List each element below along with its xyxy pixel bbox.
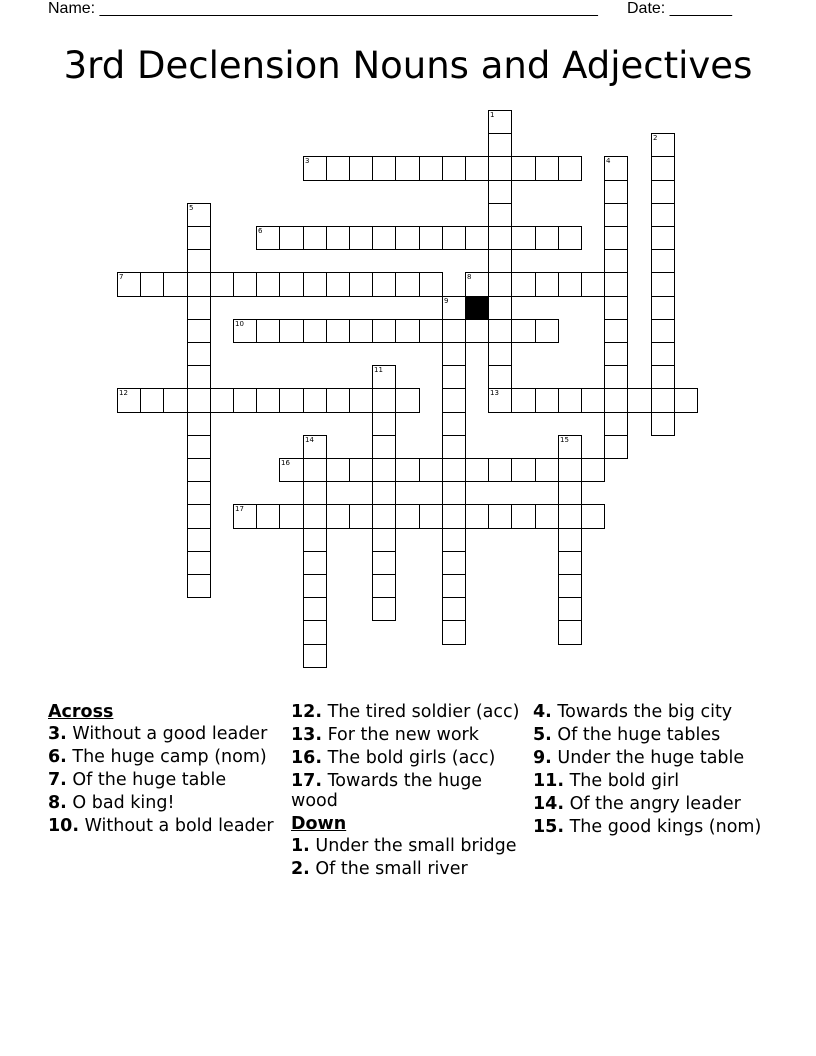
grid-cell[interactable]	[163, 388, 188, 413]
grid-cell[interactable]	[372, 272, 396, 297]
grid-cell[interactable]	[349, 458, 373, 482]
grid-cell[interactable]	[604, 249, 628, 273]
grid-cell[interactable]	[488, 458, 512, 482]
grid-cell[interactable]	[303, 272, 327, 297]
grid-cell[interactable]	[256, 319, 280, 343]
grid-cell[interactable]	[442, 528, 466, 552]
grid-cell[interactable]	[187, 528, 211, 552]
grid-cell[interactable]	[651, 156, 675, 181]
clue-text: Of the huge table	[72, 770, 227, 790]
grid-cell[interactable]	[488, 226, 512, 250]
grid-cell[interactable]	[303, 388, 327, 413]
grid-cell[interactable]	[651, 388, 675, 413]
grid-cell[interactable]	[651, 180, 675, 204]
grid-cell[interactable]	[511, 272, 536, 297]
grid-cell[interactable]	[419, 319, 443, 343]
grid-cell[interactable]	[372, 481, 396, 505]
clue-item	[48, 724, 280, 744]
grid-cell[interactable]	[395, 272, 420, 297]
grid-cell[interactable]	[465, 458, 489, 482]
grid-cell[interactable]	[419, 504, 443, 529]
grid-cell[interactable]	[395, 458, 420, 482]
grid-cell[interactable]	[558, 504, 582, 529]
grid-cell[interactable]	[256, 388, 280, 413]
grid-cell[interactable]	[372, 319, 396, 343]
grid-cell[interactable]	[535, 458, 559, 482]
clue-number-label: 16	[281, 459, 290, 467]
clue-number-label: 12	[119, 389, 128, 397]
grid-cell[interactable]	[349, 272, 373, 297]
clue-text: O bad king!	[72, 793, 175, 813]
grid-cell[interactable]	[442, 574, 466, 598]
grid-cell[interactable]	[279, 272, 304, 297]
grid-cell[interactable]	[511, 504, 536, 529]
grid-cell[interactable]	[372, 435, 396, 459]
grid-cell[interactable]	[511, 226, 536, 250]
grid-cell[interactable]	[349, 226, 373, 250]
clue-number-label: 2	[653, 134, 658, 142]
grid-cell[interactable]	[488, 180, 512, 204]
grid-cell[interactable]	[604, 226, 628, 250]
grid-cell[interactable]	[372, 504, 396, 529]
grid-cell[interactable]	[651, 296, 675, 320]
grid-cell[interactable]	[442, 412, 466, 436]
grid-cell[interactable]	[535, 319, 559, 343]
grid-cell[interactable]	[303, 226, 327, 250]
grid-cell[interactable]	[651, 226, 675, 250]
clue-item	[48, 793, 280, 813]
clue-text: Of the huge tables	[557, 725, 721, 745]
page-title: 3rd Declension Nouns and Adjectives	[63, 44, 753, 87]
clue-number: 6.	[48, 747, 67, 767]
clue-number-label: 9	[444, 297, 449, 305]
grid-cell[interactable]	[303, 574, 327, 598]
clue-text: Of the angry leader	[569, 794, 741, 814]
grid-cell[interactable]	[511, 388, 536, 413]
grid-cell[interactable]	[303, 319, 327, 343]
grid-cell[interactable]	[187, 412, 211, 436]
clue-text: Towards the big city	[557, 702, 733, 722]
grid-cell[interactable]	[558, 272, 582, 297]
clue-item	[48, 747, 280, 767]
grid-cell[interactable]	[581, 388, 605, 413]
grid-cell[interactable]	[558, 528, 582, 552]
grid-cell[interactable]	[395, 504, 420, 529]
grid-cell[interactable]	[581, 504, 605, 529]
grid-cell[interactable]	[442, 620, 466, 645]
clue-text: The bold girl	[569, 771, 680, 791]
grid-cell[interactable]	[604, 296, 628, 320]
grid-cell[interactable]	[651, 365, 675, 389]
grid-cell[interactable]	[303, 504, 327, 529]
clue-number: 4.	[533, 702, 552, 722]
grid-cell[interactable]	[303, 458, 327, 482]
grid-cell[interactable]	[604, 319, 628, 343]
clue-number-label: 5	[189, 204, 194, 212]
clue-item	[291, 702, 523, 722]
grid-black-cell	[465, 296, 489, 320]
grid-cell[interactable]	[372, 156, 396, 181]
grid-cell[interactable]	[372, 226, 396, 250]
grid-cell[interactable]	[488, 504, 512, 529]
grid-cell[interactable]	[604, 365, 628, 389]
clue-number-label: 15	[560, 436, 569, 444]
grid-cell[interactable]	[558, 597, 582, 621]
grid-cell[interactable]	[465, 319, 489, 343]
grid-cell[interactable]	[187, 481, 211, 505]
grid-cell[interactable]	[488, 133, 512, 157]
grid-cell[interactable]	[627, 388, 652, 413]
grid-cell[interactable]	[651, 249, 675, 273]
clue-number: 10.	[48, 816, 80, 836]
grid-cell[interactable]	[558, 156, 582, 181]
grid-cell[interactable]	[442, 319, 466, 343]
grid-cell[interactable]	[233, 272, 257, 297]
grid-cell[interactable]	[558, 226, 582, 250]
clue-number: 13.	[291, 725, 323, 745]
grid-cell[interactable]	[349, 156, 373, 181]
clue-text: The huge camp (nom)	[72, 747, 267, 767]
grid-cell[interactable]	[395, 388, 420, 413]
clue-item	[533, 725, 765, 745]
grid-cell[interactable]	[210, 272, 234, 297]
clue-number: 11.	[533, 771, 565, 791]
grid-cell[interactable]	[395, 156, 420, 181]
clue-number-label: 17	[235, 505, 244, 513]
grid-cell[interactable]	[326, 319, 350, 343]
grid-cell[interactable]	[326, 156, 350, 181]
grid-cell[interactable]	[465, 156, 489, 181]
grid-cell[interactable]	[604, 203, 628, 227]
clue-section-heading: Down	[291, 814, 347, 834]
grid-cell[interactable]	[558, 551, 582, 575]
clue-number: 17.	[291, 771, 323, 791]
clue-column-3	[533, 702, 765, 840]
grid-cell[interactable]	[349, 388, 373, 413]
grid-cell[interactable]	[488, 319, 512, 343]
grid-cell[interactable]	[558, 574, 582, 598]
grid-cell[interactable]	[187, 342, 211, 366]
grid-cell[interactable]	[488, 365, 512, 389]
clue-number-label: 3	[305, 157, 310, 165]
grid-cell[interactable]	[303, 481, 327, 505]
grid-cell[interactable]	[279, 226, 304, 250]
grid-cell[interactable]	[187, 388, 211, 413]
clue-number-label: 11	[374, 366, 383, 374]
grid-cell[interactable]	[604, 435, 628, 459]
clue-item	[291, 836, 523, 856]
grid-cell[interactable]	[604, 412, 628, 436]
grid-cell[interactable]	[349, 319, 373, 343]
clue-text: Under the small bridge	[315, 836, 517, 856]
clue-item	[533, 748, 765, 768]
clue-text: Without a good leader	[72, 724, 268, 744]
grid-cell[interactable]	[372, 458, 396, 482]
grid-cell[interactable]	[674, 388, 698, 413]
grid-cell[interactable]	[140, 388, 164, 413]
grid-cell[interactable]	[326, 388, 350, 413]
clue-number-label: 13	[490, 389, 499, 397]
grid-cell[interactable]	[442, 458, 466, 482]
clue-text: Under the huge table	[557, 748, 745, 768]
grid-cell[interactable]	[303, 620, 327, 645]
clue-number-label: 1	[490, 111, 495, 119]
grid-cell[interactable]	[187, 296, 211, 320]
grid-cell[interactable]	[651, 342, 675, 366]
grid-cell[interactable]	[326, 226, 350, 250]
clue-item	[291, 748, 523, 768]
grid-cell[interactable]	[419, 226, 443, 250]
grid-cell[interactable]	[326, 504, 350, 529]
clue-item	[291, 771, 523, 811]
grid-cell[interactable]	[604, 180, 628, 204]
clue-item	[533, 702, 765, 722]
date-field-label: Date: _______	[627, 0, 732, 17]
grid-cell[interactable]	[558, 620, 582, 645]
name-field-label: Name: ________________________________________________________	[48, 0, 598, 17]
grid-cell[interactable]	[511, 319, 536, 343]
grid-cell[interactable]	[581, 272, 605, 297]
clue-column-1	[48, 702, 280, 839]
grid-cell[interactable]	[535, 226, 559, 250]
grid-cell[interactable]	[442, 388, 466, 413]
clue-column-2	[291, 702, 523, 882]
grid-cell[interactable]	[140, 272, 164, 297]
grid-cell[interactable]	[442, 342, 466, 366]
grid-cell[interactable]	[303, 644, 327, 668]
grid-cell[interactable]	[187, 458, 211, 482]
grid-cell[interactable]	[395, 319, 420, 343]
grid-cell[interactable]	[210, 388, 234, 413]
grid-cell[interactable]	[651, 412, 675, 436]
clue-number-label: 6	[258, 227, 263, 235]
clue-number: 14.	[533, 794, 565, 814]
clue-number-label: 14	[305, 436, 314, 444]
grid-cell[interactable]	[187, 319, 211, 343]
grid-cell[interactable]	[604, 388, 628, 413]
clue-number: 8.	[48, 793, 67, 813]
grid-cell[interactable]	[442, 551, 466, 575]
grid-cell[interactable]	[511, 458, 536, 482]
clue-item	[291, 725, 523, 745]
clue-text: The bold girls (acc)	[327, 748, 496, 768]
grid-cell[interactable]	[442, 365, 466, 389]
clue-item	[48, 770, 280, 790]
clue-item	[48, 816, 280, 836]
grid-cell[interactable]	[488, 272, 512, 297]
clue-number: 16.	[291, 748, 323, 768]
clue-text: Without a bold leader	[84, 816, 274, 836]
grid-cell[interactable]	[187, 226, 211, 250]
grid-cell[interactable]	[558, 388, 582, 413]
grid-cell[interactable]	[488, 156, 512, 181]
grid-cell[interactable]	[372, 412, 396, 436]
clue-text: Of the small river	[315, 859, 468, 879]
clue-number: 3.	[48, 724, 67, 744]
clue-number-label: 8	[467, 273, 472, 281]
grid-cell[interactable]	[488, 249, 512, 273]
clue-number-label: 4	[606, 157, 611, 165]
clue-text: The good kings (nom)	[569, 817, 762, 837]
grid-cell[interactable]	[187, 435, 211, 459]
grid-cell[interactable]	[442, 597, 466, 621]
grid-cell[interactable]	[419, 272, 443, 297]
grid-cell[interactable]	[372, 574, 396, 598]
grid-cell[interactable]	[256, 504, 280, 529]
grid-cell[interactable]	[279, 388, 304, 413]
grid-cell[interactable]	[419, 156, 443, 181]
clue-text: Towards the huge wood	[291, 771, 483, 811]
grid-cell[interactable]	[651, 203, 675, 227]
grid-cell[interactable]	[233, 388, 257, 413]
grid-cell[interactable]	[372, 388, 396, 413]
grid-cell[interactable]	[535, 504, 559, 529]
clue-number: 7.	[48, 770, 67, 790]
grid-cell[interactable]	[187, 249, 211, 273]
grid-cell[interactable]	[395, 226, 420, 250]
clue-item	[533, 817, 765, 837]
grid-cell[interactable]	[465, 504, 489, 529]
grid-cell[interactable]	[303, 528, 327, 552]
grid-cell[interactable]	[442, 226, 466, 250]
grid-cell[interactable]	[372, 551, 396, 575]
grid-cell[interactable]	[326, 458, 350, 482]
clue-section-heading: Across	[48, 702, 114, 722]
clue-item	[533, 794, 765, 814]
grid-cell[interactable]	[442, 504, 466, 529]
clue-number: 12.	[291, 702, 323, 722]
grid-cell[interactable]	[604, 342, 628, 366]
grid-cell[interactable]	[187, 551, 211, 575]
grid-cell[interactable]	[465, 226, 489, 250]
grid-cell[interactable]	[326, 272, 350, 297]
grid-cell[interactable]	[581, 458, 605, 482]
grid-cell[interactable]	[187, 504, 211, 529]
grid-cell[interactable]	[372, 597, 396, 621]
clue-number-label: 10	[235, 320, 244, 328]
grid-cell[interactable]	[163, 272, 188, 297]
grid-cell[interactable]	[349, 504, 373, 529]
clue-item	[533, 771, 765, 791]
grid-cell[interactable]	[187, 574, 211, 598]
clue-number: 1.	[291, 836, 310, 856]
grid-cell[interactable]	[651, 319, 675, 343]
grid-cell[interactable]	[303, 597, 327, 621]
grid-cell[interactable]	[558, 458, 582, 482]
clue-number: 15.	[533, 817, 565, 837]
grid-cell[interactable]	[419, 458, 443, 482]
clue-text: For the new work	[327, 725, 479, 745]
clue-number: 5.	[533, 725, 552, 745]
grid-cell[interactable]	[187, 272, 211, 297]
grid-cell[interactable]	[279, 319, 304, 343]
grid-cell[interactable]	[651, 272, 675, 297]
grid-cell[interactable]	[604, 272, 628, 297]
grid-cell[interactable]	[511, 156, 536, 181]
clue-text: The tired soldier (acc)	[327, 702, 520, 722]
grid-cell[interactable]	[488, 203, 512, 227]
clue-number-label: 7	[119, 273, 124, 281]
grid-cell[interactable]	[442, 156, 466, 181]
grid-cell[interactable]	[187, 365, 211, 389]
grid-cell[interactable]	[442, 481, 466, 505]
grid-cell[interactable]	[442, 435, 466, 459]
grid-cell[interactable]	[488, 342, 512, 366]
grid-cell[interactable]	[372, 528, 396, 552]
grid-cell[interactable]	[279, 504, 304, 529]
grid-cell[interactable]	[535, 388, 559, 413]
clue-number: 9.	[533, 748, 552, 768]
clue-number: 2.	[291, 859, 310, 879]
grid-cell[interactable]	[535, 156, 559, 181]
grid-cell[interactable]	[488, 296, 512, 320]
grid-cell[interactable]	[256, 272, 280, 297]
grid-cell[interactable]	[535, 272, 559, 297]
grid-cell[interactable]	[558, 481, 582, 505]
grid-cell[interactable]	[303, 551, 327, 575]
clue-item	[291, 859, 523, 879]
